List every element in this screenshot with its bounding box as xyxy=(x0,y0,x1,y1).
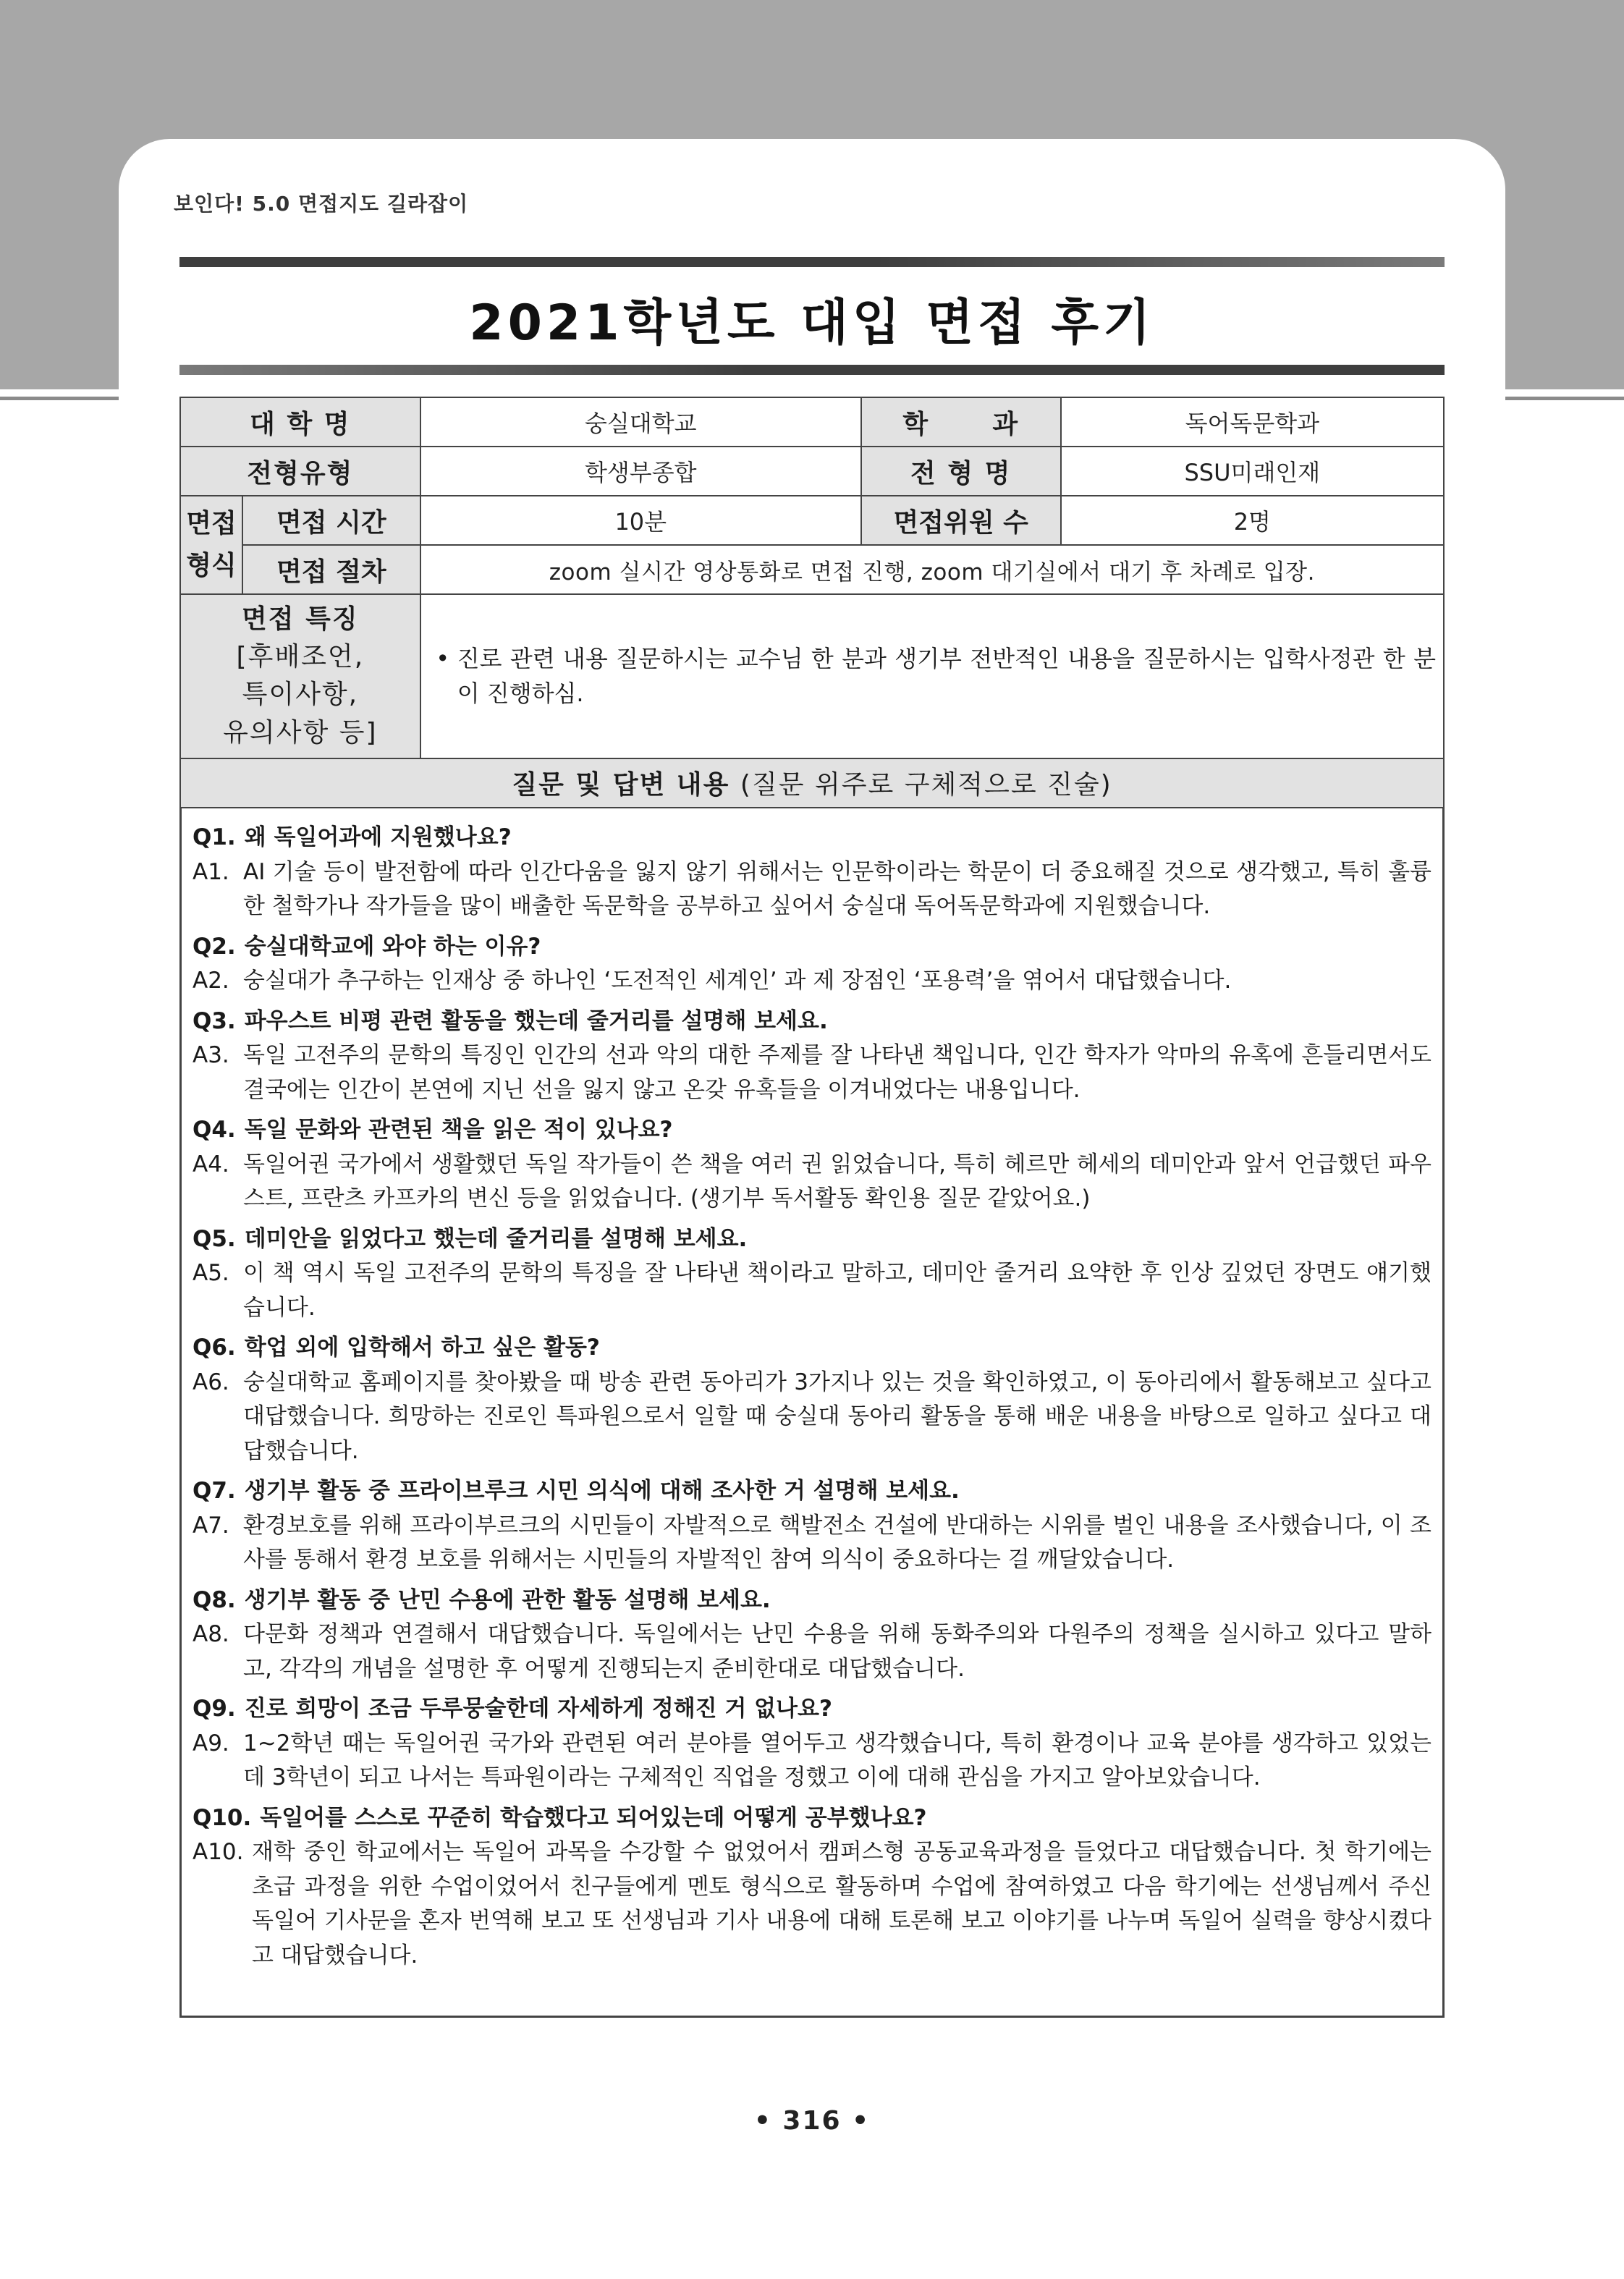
answer-code: A9. xyxy=(193,1730,229,1756)
answer-text: 숭실대가 추구하는 인재상 중 하나인 ‘도전적인 세계인’ 과 제 장점인 ‘포용력’을 엮어서 대답했습니다. xyxy=(243,968,1232,994)
qa-section-label: 질문 및 답변 내용 xyxy=(512,770,730,800)
qa-item-1 xyxy=(193,821,1431,924)
answer xyxy=(193,1727,1431,1796)
question-code: Q5. xyxy=(193,1225,236,1252)
features-text: 진로 관련 내용 질문하시는 교수님 한 분과 생기부 전반적인 내용을 질문하시는 입학사정관 한 분이 진행하심. xyxy=(457,645,1436,708)
question xyxy=(193,1584,1431,1618)
answer xyxy=(193,1366,1431,1469)
info-row-features xyxy=(180,594,1444,758)
question xyxy=(193,1331,1431,1366)
answer-text: 이 책 역시 독일 고전주의 문학의 특징을 잘 나타낸 책이라고 말하고, 데미안 줄거리 요약한 후 인상 깊었던 장면도 얘기했습니다. xyxy=(243,1260,1431,1321)
question-code: Q4. xyxy=(193,1117,236,1143)
department-label: 학 과 xyxy=(861,397,1061,447)
features-label-line-3: 특이사항, xyxy=(242,680,359,710)
answer-text: 숭실대학교 홈페이지를 찾아봤을 때 방송 관련 동아리가 3가지나 있는 것을 확인하였고, 이 동아리에서 활동해보고 싶다고 대답했습니다. 희망하는 진로인 특파원으로서 일할 때 숭실대 동아리 활동을 통해 배운 내용을 바탕으로 일하고 싶다고 대답했습니다. xyxy=(243,1369,1431,1464)
question-code: Q3. xyxy=(193,1007,236,1034)
question xyxy=(193,1692,1431,1727)
qa-item-7 xyxy=(193,1474,1431,1578)
answer-code: A5. xyxy=(193,1260,229,1286)
question-text: 진로 희망이 조금 두루뭉술한데 자세하게 정해진 거 없나요? xyxy=(244,1696,832,1722)
question-text: 독일어를 스스로 꾸준히 학습했다고 되어있는데 어떻게 공부했나요? xyxy=(260,1804,927,1831)
department-value: 독어독문학과 xyxy=(1061,397,1444,447)
answer-text: AI 기술 등이 발전함에 따라 인간다움을 잃지 않기 위해서는 인문학이라는 학문이 더 중요해질 것으로 생각했고, 특히 훌륭한 철학가나 작가들을 많이 배출한 독문학을 공부하고 싶어서 숭실대 독어독문학과에 지원했습니다. xyxy=(243,858,1431,919)
answer-code: A8. xyxy=(193,1621,229,1647)
page-number: • 316 • xyxy=(753,2106,871,2136)
question-code: Q9. xyxy=(193,1696,236,1722)
qa-item-3 xyxy=(193,1005,1431,1108)
info-row-time xyxy=(180,496,1444,545)
track-label: 전 형 명 xyxy=(861,447,1061,496)
answer xyxy=(193,1835,1431,1973)
features-bullet-row xyxy=(428,641,1436,711)
answer-code: A3. xyxy=(193,1042,229,1068)
question-text: 생기부 활동 중 프라이브루크 시민 의식에 대해 조사한 거 설명해 보세요. xyxy=(244,1478,960,1504)
question-text: 학업 외에 입학해서 하고 싶은 활동? xyxy=(244,1335,600,1361)
document-title: 2021학년도 대입 면접 후기 xyxy=(469,295,1155,352)
question-code: Q10. xyxy=(193,1804,252,1831)
answer-code: A6. xyxy=(193,1369,229,1395)
band-stripe-dark-left xyxy=(0,397,119,400)
qa-item-5 xyxy=(193,1222,1431,1326)
qa-item-2 xyxy=(193,930,1431,999)
question xyxy=(193,1113,1431,1148)
type-label: 전형유형 xyxy=(180,447,420,496)
format-label-line-1: 면접 xyxy=(186,509,237,539)
features-label-line-1: 면접 특징 xyxy=(242,604,359,634)
type-value: 학생부종합 xyxy=(420,447,861,496)
answer xyxy=(193,1148,1431,1217)
info-row-type xyxy=(180,447,1444,496)
answer xyxy=(193,1256,1431,1325)
question-text: 왜 독일어과에 지원했나요? xyxy=(244,824,512,850)
question-text: 데미안을 읽었다고 했는데 줄거리를 설명해 보세요. xyxy=(244,1225,748,1252)
question xyxy=(193,1801,1431,1836)
question-text: 파우스트 비평 관련 활동을 했는데 줄거리를 설명해 보세요. xyxy=(244,1007,828,1034)
answer-code: A10. xyxy=(193,1839,244,1865)
answer xyxy=(193,855,1431,924)
university-label: 대 학 명 xyxy=(180,397,420,447)
time-value: 10분 xyxy=(420,496,861,545)
qa-item-6 xyxy=(193,1331,1431,1468)
title-rule-top xyxy=(179,257,1445,267)
question-code: Q6. xyxy=(193,1335,236,1361)
info-row-university xyxy=(180,397,1444,447)
answer-text: 독일어권 국가에서 생활했던 독일 작가들이 쓴 책을 여러 권 읽었습니다, 특히 헤르만 헤세의 데미안과 앞서 언급했던 파우스트, 프란츠 카프카의 변신 등을 읽었습니다. (생기부 독서활동 확인용 질문 같았어요.) xyxy=(243,1151,1431,1212)
answer xyxy=(193,1618,1431,1686)
answer-text: 환경보호를 위해 프라이부르크의 시민들이 자발적으로 핵발전소 건설에 반대하는 시위를 벌인 내용을 조사했습니다, 이 조사를 통해서 환경 보호를 위해서는 시민들의 자발적인 참여 의식이 중요하다는 걸 깨달았습니다. xyxy=(243,1512,1431,1573)
answer-text: 독일 고전주의 문학의 특징인 인간의 선과 악의 대한 주제를 잘 나타낸 책입니다, 인간 학자가 악마의 유혹에 흔들리면서도 결국에는 인간이 본연에 지닌 선을 잃지 않고 온갖 유혹들을 이겨내었다는 내용입니다. xyxy=(243,1042,1431,1103)
qa-item-8 xyxy=(193,1584,1431,1687)
title-rule-bottom xyxy=(179,365,1445,375)
answer-text: 1~2학년 때는 독일어권 국가와 관련된 여러 분야를 열어두고 생각했습니다, 특히 환경이나 교육 분야를 생각하고 있었는데 3학년이 되고 나서는 특파원이라는 구체적인 직업을 정했고 이에 대해 관심을 가지고 알아보았습니다. xyxy=(243,1730,1431,1790)
procedure-label: 면접 절차 xyxy=(242,545,420,594)
interview-info-table xyxy=(179,397,1445,808)
answer-code: A1. xyxy=(193,858,229,885)
time-label: 면접 시간 xyxy=(242,496,420,545)
question-code: Q7. xyxy=(193,1478,236,1504)
bullet-icon: • xyxy=(436,645,450,673)
question-text: 생기부 활동 중 난민 수용에 관한 활동 설명해 보세요. xyxy=(244,1586,771,1613)
qa-section-note: (질문 위주로 구체적으로 진술) xyxy=(740,770,1112,800)
answer-text: 재학 중인 학교에서는 독일어 과목을 수강할 수 없었어서 캠퍼스형 공동교육과정을 들었다고 대답했습니다. 첫 학기에는 초급 과정을 위한 수업이었어서 친구들에게 멘토 형식으로 활동하며 수업에 참여하였고 다음 학기에는 선생님께서 주신 독일어 기사문을 혼자 번역해 보고 또 선생님과 기사 내용에 대해 토론해 보고 이야기를 나누며 독일어 실력을 향상시켰다고 대답했습니다. xyxy=(252,1839,1431,1969)
qa-item-10 xyxy=(193,1801,1431,1974)
qa-list xyxy=(193,821,1431,1979)
features-label-line-2: [후배조언, xyxy=(236,642,365,672)
answer xyxy=(193,1039,1431,1107)
question-code: Q1. xyxy=(193,824,236,850)
answer-code: A2. xyxy=(193,968,229,994)
question-code: Q8. xyxy=(193,1586,236,1613)
question xyxy=(193,821,1431,855)
question-text: 숭실대학교에 와야 하는 이유? xyxy=(244,933,541,960)
question xyxy=(193,930,1431,965)
university-value: 숭실대학교 xyxy=(420,397,861,447)
interviewers-value: 2명 xyxy=(1061,496,1444,545)
track-value: SSU미래인재 xyxy=(1061,447,1444,496)
running-header: 보인다! 5.0 면접지도 길라잡이 xyxy=(174,192,469,216)
answer-code: A7. xyxy=(193,1512,229,1539)
info-row-procedure xyxy=(180,545,1444,594)
answer-code: A4. xyxy=(193,1151,229,1177)
question xyxy=(193,1222,1431,1257)
interviewers-label: 면접위원 수 xyxy=(861,496,1061,545)
features-label xyxy=(180,594,420,758)
features-note xyxy=(420,594,1444,758)
answer xyxy=(193,1509,1431,1578)
format-label-line-2: 형식 xyxy=(186,551,237,580)
qa-item-4 xyxy=(193,1113,1431,1217)
question-code: Q2. xyxy=(193,933,236,960)
format-label xyxy=(180,496,242,594)
question-text: 독일 문화와 관련된 책을 읽은 적이 있나요? xyxy=(244,1117,673,1143)
question xyxy=(193,1474,1431,1509)
info-row-section xyxy=(180,758,1444,808)
procedure-value: zoom 실시간 영상통화로 면접 진행, zoom 대기실에서 대기 후 차례로 입장. xyxy=(420,545,1444,594)
qa-section-header xyxy=(180,758,1444,808)
question xyxy=(193,1005,1431,1039)
band-stripe-dark-right xyxy=(1505,397,1624,400)
answer-text: 다문화 정책과 연결해서 대답했습니다. 독일에서는 난민 수용을 위해 동화주의와 다원주의 정책을 실시하고 있다고 말하고, 각각의 개념을 설명한 후 어떻게 진행되는지 준비한대로 대답했습니다. xyxy=(243,1621,1431,1682)
qa-item-9 xyxy=(193,1692,1431,1796)
features-label-line-4: 유의사항 등] xyxy=(223,717,378,748)
answer xyxy=(193,964,1431,999)
